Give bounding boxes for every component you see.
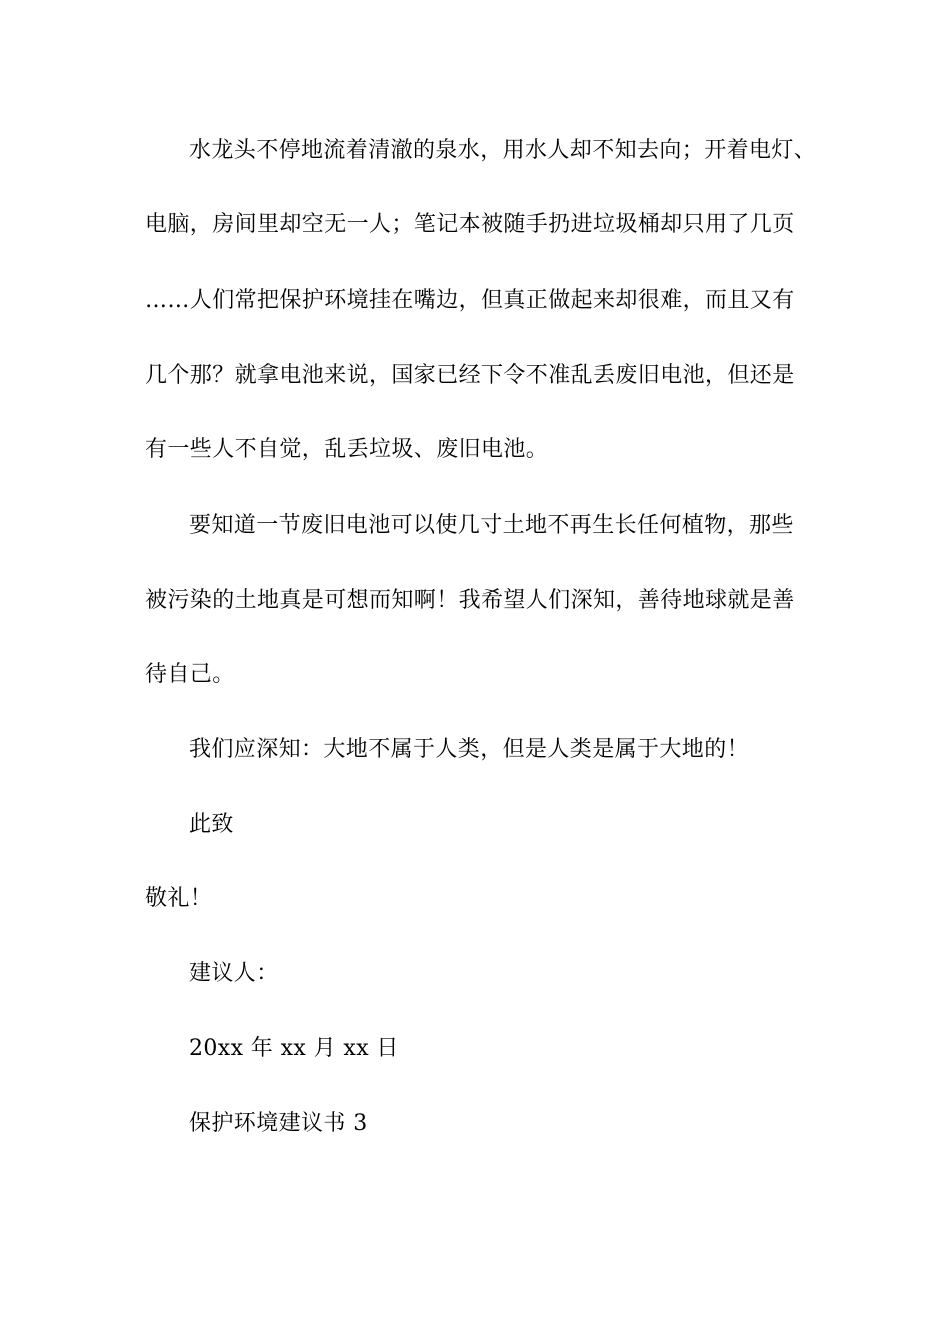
paragraph-1-line-2: 电脑，房间里却空无一人；笔记本被随手扔进垃圾桶却只用了几页: [145, 212, 795, 237]
next-section-title: 保护环境建议书 3: [189, 1111, 368, 1136]
letter-date: 20xx 年 xx 月 xx 日: [189, 1036, 399, 1061]
signer-label: 建议人：: [189, 961, 279, 986]
paragraph-1-line-3: ……人们常把保护环境挂在嘴边，但真正做起来却很难，而且又有: [145, 288, 795, 313]
paragraph-3: 我们应深知：大地不属于人类，但是人类是属于大地的！: [189, 737, 750, 762]
paragraph-2-line-2: 被污染的土地真是可想而知啊！我希望人们深知，善待地球就是善: [145, 588, 795, 613]
paragraph-2-line-1: 要知道一节废旧电池可以使几寸土地不再生长任何植物，那些: [189, 513, 794, 538]
paragraph-1-line-1: 水龙头不停地流着清澈的泉水，用水人却不知去向；开着电灯、: [189, 138, 817, 163]
closing-salutation: 此致: [189, 812, 234, 837]
closing-regards: 敬礼！: [145, 886, 213, 911]
paragraph-1-line-4: 几个那？就拿电池来说，国家已经下令不准乱丢废旧电池，但还是: [145, 363, 795, 388]
paragraph-1-line-5: 有一些人不自觉，乱丢垃圾、废旧电池。: [145, 437, 549, 462]
paragraph-2-line-3: 待自己。: [145, 662, 235, 687]
